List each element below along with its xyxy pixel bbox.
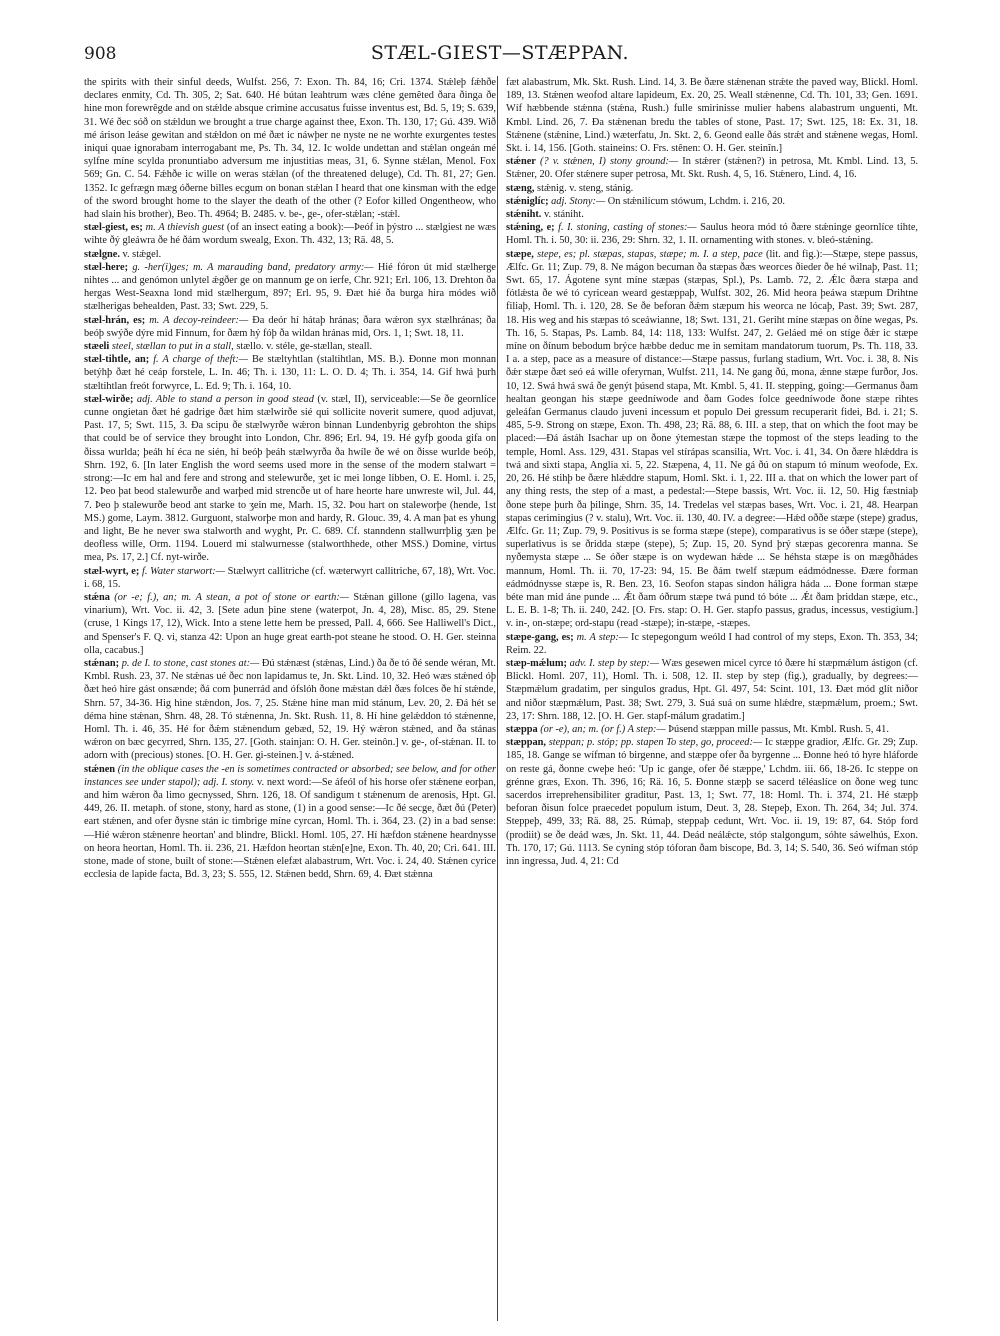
dictionary-entry (84, 248, 496, 261)
entry-headword: stæl-wirðe; (84, 393, 134, 405)
dictionary-entry (506, 195, 918, 208)
entry-text: (v. stæl, II), serviceable:—Se ðe geornlíce cunne ongietan ðæt hé gadrige ðæt him stælwirðe sié qui sollicite noverit sumere, quod adjuvat, Past. 17, 5; Swt. 115, 3. Ða scipu ðe stælwyrðe wǽron binnan Lundenbyrig gebrohton the ships that could be of service they brought into London, Chr. 896; Erl. 94, 19. Hé gyfþ gooda gifa on ðissa wurlda; þeáh hí éca ne sién, hí beóþ þeáh stælwyrða ða hwíle ðe wé on ðisse wurlde beóþ, Shrn. 192, 6. [In later English the word seems used more in the sense of the modern stalwart = strong:—Ic em hal and fere and strong and stelewurðe, ʒet ic mei longe libben, O. E. Homl. i. 25, 12. Þeo þat beod stalewurðe and warþed mid strencðe ut of hare heorte hare unwreste wil, Jul. 44, 7. Þeo þ stalewurðe beod ant starke to ʒein me, Marh. 15, 32. Þou hart on staleworþe (hende, 1st MS.) gome, Laym. 3812. Gurguont, stalworþe mon and hardy, R. Glouc. 39, 4. A man þat es yhung and light, Be he never swa stalworth and wyght, Pr. C. 689. Cf. stanndenn stallwurrþlig ʒæn þe deofless wille, Orm. 1194. Louerd mi stalwurnesse (stalworthhede, other MSS.) Domine, virtus mea, Ps. 17, 2.] Cf. nyt-wirðe. (84, 393, 496, 564)
entry-headword: stæl-wyrt, e; (84, 565, 140, 577)
entry-gloss: f. A charge of theft:— (153, 354, 248, 366)
page-number: 908 (84, 44, 117, 64)
entry-headword: stæppan, (506, 737, 546, 749)
entry-headword: stæl-hrán, es; (84, 314, 146, 326)
entry-text: In stǽrer (stǽnen?) in petrosa, Mt. Kmbl. Lind. 13, 5. Stǽner, 20. Ofer stǽnere super petrosa, Mt. Skt. Rush. 4, 5, 16. Stǽnero, Lind. 4, 16. (506, 156, 918, 181)
entry-gloss: stepe, es; pl. stæpas, stapas, stæpe; m. I. a step, pace (537, 248, 763, 260)
dictionary-entry (506, 155, 918, 181)
dictionary-entry (84, 591, 496, 657)
entry-text: On stǽnilícum stówum, Lchdm. i. 216, 20. (607, 195, 786, 207)
entry-text: Ic stæppe gradior, Ælfc. Gr. 29; Zup. 185, 18. Gange se wífman tó birgenne, and stæppe ofer ða byrgenne ... Ðonne heó tó hyre hláforde on reste gá, ðonne cweþe heó: 'Up ic gange, ofer ðé stæppe,' Lchdm. iii. 66, 18-26. Ic steppe on grénne græs, Exon. Th. 396, 16; Rä. 16, 5. Ðonne stæpþ se sacerd téléaslíce on ðone weg tunc sacerdos irreprehensibiliter graditur, Past. 13, 1; Swt. 77, 18: Homl. Th. i. 374, 21. Hé stæpþ beforan ðisun folce praecedet populum istum, Deut. 3, 28. Stepeþ, Exon. Th. 264, 34; Jul. 374. Steppeþ, 499, 33; Rä. 88, 25. Rúmaþ, steppaþ cedunt, Wrt. Voc. ii. 19, 19: 87, 64. Stóp ford (prodiit) se ðe deád wæs, Jn. Skt. 11, 44. Deád neálǽcte, stóp stalgongum, sóhte sáwelhús, Exon. Th. 170, 17; Gú. 1113. Se cyning stóp tóforan ðam biscope, Bd. 3, 14; S. 540, 36. Seó wífman stóp inn ingressa, Jud. 4, 21: Cd (506, 737, 918, 867)
entry-headword: stæl-here; (84, 261, 129, 273)
right-column (506, 76, 918, 1316)
entry-gloss: f. I. stoning, casting of stones:— (558, 222, 697, 234)
dictionary-entry (506, 657, 918, 723)
entry-gloss: adv. I. step by step:— (569, 657, 660, 669)
entry-headword: stæp-mǽlum; (506, 657, 567, 669)
entry-text: v. next word:—Se áfeól of his horse ofer stǽnene eorþan, and him wǽron ða limo gecnyssed, Shrn. 126, 18. Of sandigum t stǽnenum de arenosis, Hpt. Gl. 449, 26. II. metaph. of stone, stony, hard as stone, (1) in a good sense:—Ic ðé secge, ðæt ðú (Peter) eart stǽnen, and ofer ðysne stán ic timbrige míne cyrcan, Homl. Th. i. 364, 23. (2) in a bad sense:—Hié wǽron stǽnenre heortan' and blindre, Blickl. Homl. 105, 27. Hí hæfdon stǽnene heardnysse on heora heortan, Homl. Th. ii. 236, 21. Hæfdon heortan stǽn[e]ne, Exon. Th. 40, 20; Cri. 641. III. stone, made of stone, built of stone:—Stǽnen elefæt alabastrum, Wrt. Voc. i. 24, 40. Stǽnen cyrice ecclesia de lapide facta, Bd. 3, 23; S. 555, 12. Stǽnen bedd, Shrn. 69, 4. Ðæt stǽnna (84, 776, 496, 881)
entry-gloss: steel, stællan to put in a stall, (111, 341, 234, 353)
dictionary-entry (84, 763, 496, 882)
entry-text: stællo. v. stéle, ge-stællan, steall. (236, 341, 373, 353)
entry-headword: stǽniglíc; (506, 195, 549, 207)
entry-gloss: m. A thievish guest (145, 222, 225, 234)
entry-headword: stǽnan; (84, 657, 120, 669)
entry-gloss: g. -her(i)ges; m. A marauding band, predatory army:— (132, 261, 374, 273)
entry-text: (of an insect eating a book):—Þeóf in þýstro ... stælgiest ne wæs wihte ðý gleáwra ðe hé ðám wordum swealg, Exon. Th. 432, 13; Rä. 48, 5. (84, 222, 496, 247)
entry-text: Saulus heora mód tó ðære stǽninge geornlíce tihte, Homl. Th. i. 50, 30: ii. 236, 29: Shrn. 32, 1. II. ornamenting with stones. v. bleó-stǽning. (506, 222, 918, 247)
entry-headword: stæpe-gang, es; (506, 631, 574, 643)
entry-gloss: (or -e; f.), an; m. A stean, a pot of stone or earth:— (114, 591, 349, 603)
entry-headword: stǽnen (84, 763, 116, 775)
entry-headword: stæpe, (506, 248, 534, 260)
entry-gloss: (or -e), an; m. (or f.) A step:— (540, 723, 666, 735)
dictionary-entry (84, 340, 496, 353)
entry-headword: stæppa (506, 723, 538, 735)
entry-text: Ic stepegongum weóld I had control of my steps, Exon. Th. 353, 34; Reim. 22. (506, 631, 918, 656)
dictionary-entry (506, 723, 918, 736)
entry-text: Hié fóron út mid stælherge nihtes ... and genómon unlytel ǽgðer ge on mannum ge on ierfe, Chr. 921; Erl. 106, 13. Drehton ða hergas West-Seaxna lond mid stælhergum, 897; Erl. 95, 9. Ðæt hié ða burga hira módes wið stælherigas behealden, Past. 33; Swt. 229, 5. (84, 261, 496, 313)
dictionary-entry (506, 221, 918, 247)
entry-headword: stǽniht. (506, 209, 542, 221)
column-rule (497, 76, 498, 1321)
entry-text: v. stániht. (543, 209, 584, 221)
entry-gloss: adj. Able to stand a person in good stead (136, 393, 314, 405)
entry-text: (lit. and fig.):—Stæpe, stepe passus, Ælfc. Gr. 11; Zup. 79, 8. Ne mágon becuman ða stæpas ðæs weorces ðieder ðe hé wilnaþ, Past. 11; Swt. 65, 17. Ágotene synt míne stæpas (stæpas, Spl.), Ps. Lamb. 72, 2. Ǽlc ðæra stæpa and fótlǽsta ðe wé tó cyricean weard gestæppaþ, Wulfst. 302, 26. Mid heora þeáwa stæpum Drihtne filiaþ, Homl. Th. i. 120, 28. Se ðe beforan ðǽm stæpum his weorca ne lócaþ, Past. 39; Swt. 287, 18. His weg and his stæpas tó sceáwianne, 18; Swt. 131, 21. Geriht míne stæpas on ðíne wegas, Ps. Th. 16, 5. Stapas, Ps. Lamb. 84, 14: 118, 133: Wulfst. 247, 2. Geláed mé on stíge ðǽr ic stæpe míne on ðínum bebodum brýce hæbbe deduc me in semitam mandatorum tuorum, Ps. Th. 118, 33. I a. a step, pace as a measure of distance:—Stæpe passus, furlang stadium, Wrt. Voc. i. 38, 8. Nis ðǽr stæpe ðæt seó eá wille oferyrnan, Wulfst. 211, 14. Ne gang ðú, mona, ǽnne stæpe furðor, Jos. 10, 12. Swá hwá swá ðe genýt þúsend stapa, Mt. Kmbl. 5, 41. II. stepping, going:—Germanus ðam healtan geongan his stæpe geedníwode and ðam Godes folce geedníwode ðone stæpe rihtes geleáfan Germanus claudo juveni incessum et populo Dei gressum recuperarit fidei, Bd. i. 21; S. 485, 5-9. Strong on stæpe, Exon. Th. 498, 23; Rä. 88, 6. III. a step, that on which the foot may be placed:—Ðá ástáh Isachar up on ðone ýtemestan stæpe the topmost of the steps leading to the temple, Homl. Ass. 129, 431. Stapas vel stírápas scansilia, Wrt. Voc. i. 41, 34. On ðære hlǽddra is twá and sixti stapa, Anglia xi. 5, 22. Stæpena, 4, 11. Ne gá ðú on stapum tó mínum weofode, Ex. 20, 26. Hé stihþ be ðære hlǽddre stapum, Homl. Skt. i. 1, 22. III a. that on which the lower part of any thing rests, the step of a mast, a pedestal:—Stepe bassis, Wrt. Voc. ii. 12, 50. Hig fæstniaþ ðone stepe þurh ða þilinge, Shrn. 35, 14. Tredelas vel stæpas bases, Wrt. Voc. i. 21, 48. Hearpan stapas cerimingius (? v. stalu), Wrt. Voc. ii. 130, 40. IV. a degree:—Hǽd oððe stæpe (stepe) gradus, Ælfc. Gr. 11; Zup. 79, 9. Positivus is se forma stæpe (stepe), comparativus is se óðer stæpe (stepe), superlativus is se ðridda stæpe (stepe), 5; Zup. 15, 20. Synd þrý stæpas gecorenra manna. Se nyðemysta stæpe ... Se óðer stæpe is on wydewan hǽde ... Se héhsta stæpe is on mægðhádes mannum, Homl. Th. ii. 70, 17-23: 94, 15. Be ðám twelf stæpum eádmódnesse. Ðære forman eádmódnysse stæpe is, R. Ben. 23, 16. Seofon stapas sindon háligra háda ... Ðone forman stæpe béte man mid áne punde ... Ǽt ðam óðrum stæpe twá pund tó bóte ... Ǽt ðam þriddan stæpe, etc., L. E. B. 1-8; Th. ii. 240, 242. [O. Frs. stap: O. H. Ger. stapfo passus, gradus, incessus, vestigium.] v. in-, on-stæpe; ord-stapu (read -stæpe); in-stæpe, -stæpes. (506, 248, 918, 630)
entry-headword: stæl-tihtle, an; (84, 354, 150, 366)
entry-gloss: (in the oblique cases the -en is sometimes contracted or absorbed; see below, and for other instances see under stapol); adj. I. stony. (84, 763, 496, 788)
dictionary-entry (84, 657, 496, 763)
entry-text: Ðú stǽnæst (stǽnas, Lind.) ða ðe tó ðé sende wéran, Mt. Kmbl. Rush. 23, 37. Ne stǽnas ué ðec non lapidamus te, Jn. Skt. Lind. 10, 32. Heó wæs stǽned óþ ðæt heó hire gást onsænde; ðá com þunerrád and ófslóh ðone mǽstan dǽl ðæs folces ðe hí stǽnde, Shrn. 57, 34-36. Hig hine stǽndon, Jos. 7, 25. Stǽne hine man mid stánum, Lev. 20, 2. Ðá hét se déma hine stǽnan, Shrn. 48, 28. Tó stǽnenna, Jn. Skt. Rush. 11, 8. Hí hine gelǽddon tó stǽnenne, Homl. Th. i. 46, 35. Hé for ðǽm stǽnendum gebæd, 52, 19. Hý wǽron stǽned, and ða stánas wǽron on bæc gecyrred, Shrn. 135, 27. [Goth. stainjan: O. H. Ger. steinôn.] v. ge-, of-stǽnan. II. to adorn with (precious) stones. [O. H. Ger. gi-steinen.] v. á-stǽned. (84, 657, 496, 762)
dictionary-entry (84, 353, 496, 393)
entry-text: Ða deór hí hátaþ hránas; ðara wǽron syx stælhránas; ða beóþ swýðe dýre mid Finnum, for ðæm hý fóþ ða wildan hránas mid, Ors. 1, 1; Swt. 18, 11. (84, 314, 496, 339)
entry-text: Stǽnan gillone (gillo lagena, vas vinarium), Wrt. Voc. ii. 42, 3. [Sete adun þine stene (waterpot, Jn. 4, 28), Misc. 85, 29. Stene (cruse, 1 Kings 17, 12), Wick. Into a stene lette hem be pressed, Pall. 4, 666. See Halliwell's Dict., and Spenser's F. Q. vi, stanza 42: Upon an huge great earth-pot steane he stood. O. H. Ger. steinna olla, cacabus.] (84, 591, 496, 656)
entry-gloss: m. A step:— (576, 631, 628, 643)
dictionary-entry (506, 208, 918, 221)
page-header (84, 42, 916, 68)
left-column (84, 76, 496, 1316)
dictionary-entry (84, 76, 496, 221)
dictionary-entry (506, 76, 918, 155)
entry-headword: stælgne. (84, 248, 120, 260)
entry-gloss: p. de I. to stone, cast stones at:— (121, 657, 260, 669)
dictionary-entry (84, 565, 496, 591)
entry-gloss: (? v. stǽnen, I) stony ground:— (540, 156, 679, 168)
dictionary-entry (506, 631, 918, 657)
dictionary-entry (84, 221, 496, 247)
dictionary-entry (84, 261, 496, 314)
dictionary-entry (506, 182, 918, 195)
entry-text: v. stǽgel. (122, 248, 162, 260)
entry-gloss: m. A decoy-reindeer:— (149, 314, 249, 326)
entry-headword: stæng, (506, 182, 535, 194)
entry-text: Stælwyrt callitriche (cf. wæterwyrt callitriche, 67, 18), Wrt. Voc. i. 68, 15. (84, 565, 496, 590)
running-title: STÆL-GIEST—STÆPPAN. (370, 42, 630, 64)
entry-headword: stǽner (506, 156, 536, 168)
entry-text: Wæs gesewen micel cyrce tó ðære hí stæpmǽlum ástigon (cf. Blickl. Homl. 207, 11), Homl. Th. i. 508, 12. II. step by step (fig.), gradually, by degrees:—Stæpmǽlum gradatim, per singulos gradus, Hpt. Gl. 497, 54: Scint. 101, 13. Ðæt mód glít niðor and niðor stæpmǽlum, Past. 38; Swt. 279, 3. Suá suá on sume hlǽdre, stæpmǽlum, proem.; Swt. 23, 17: Shrn. 188, 12. [O. H. Ger. stapf-málum gradatim.] (506, 657, 918, 722)
entry-headword: stǽna (84, 591, 110, 603)
entry-gloss: steppan; p. stóp; pp. stapen To step, go, proceed:— (548, 737, 763, 749)
entry-text: fæt alabastrum, Mk. Skt. Rush. Lind. 14, 3. Be ðære stǽnenan strǽte the paved way, Blickl. Homl. 189, 13. Stǽnen weofod altare lapideum, Ex. 20, 25. Weall stǽnenne, Cd. Th. 101, 33; Gen. 1691. Wíf hæbbende stǽnna (stǽna, Rush.) fulle smirinisse mulier habens alabastrum unguenti, Mt. Kmbl. Lind. 26, 7. Ða stǽnenan bredu the tables of stone, Past. 17; Swt. 125, 18: Ex. 31, 18. Stǽnene (stǽnine, Lind.) wæterfatu, Jn. Skt. 2, 6. Geond ealle ðás strǽt and stǽnene wegas, Homl. Skt. i. 14, 156. [Goth. staineins: O. Frs. stênen: O. H. Ger. steinîn.] (506, 77, 918, 155)
entry-gloss: adj. Stony:— (551, 195, 606, 207)
dictionary-entry (506, 248, 918, 631)
dictionary-entry (84, 393, 496, 565)
entry-text: the spirits with their sinful deeds, Wulfst. 256, 7: Exon. Th. 84, 16; Cri. 1374. Stǽleþ fǽhðe declares enmity, Cd. Th. 305, 2; Sat. 640. Hé bútan leahtrum wæs cléne gemêted ðara ðinga ðe hine mon forewrêgde and on stǽlde absque crimine accusatus fuisse inventus est, Bd. 5, 19; S. 639, 31. Wé ðec sóð on stǽldun we brought a true charge against thee, Exon. Th. 130, 17; Gú. 439. Wið mé árison leáse gewitan and stǽldon on mé ðæt ic náwþer ne nyste ne ne worhte exurgentes testes iniqui quae ignorabam interrogabant me, Ps. Th. 34, 12. Ic wolde undettan and stǽlan ongeán mé sylfne míne scylda pronuntiabo adversum me injustitias meas, 31, 6. Synne stǽlan, Menol. Fox 569; Gn. C. 54. Fǽhðe ic wille on weras stǽlan (of the threatened deluge), Cd. Th. 81, 27; Gen. 1352. Ic gefrægn mæg óðerne billes ecgum on bonan stǽlan I heard that one kinsman with the edge of the sword brought home to the slayer the death of the other (? Eofor killed Ongentheow, who had slain his brother), Beo. Th. 4964; B. 2485. v. be-, ge-, ofer-stǽlan; -stǽl. (84, 77, 496, 221)
entry-text: Þúsend stæppan mille passus, Mt. Kmbl. Rush. 5, 41. (668, 723, 889, 735)
dictionary-entry (84, 314, 496, 340)
entry-headword: stæl-giest, es; (84, 222, 143, 234)
entry-gloss: f. Water starwort:— (142, 565, 225, 577)
dictionary-entry (506, 736, 918, 868)
entry-headword: stǽning, e; (506, 222, 555, 234)
entry-text: Be stæltyhtlan (staltihtlan, MS. B.). Ðonne mon monnan betýhþ ðæt hé ceáp forstele, L. In. 46; Th. i. 130, 11: L. O. D. 4; Th. i. 354, 14. Gif hwá þurh stæltihtlan freót forwyrce, L. Ed. 9; Th. i. 164, 10. (84, 354, 496, 392)
entry-headword: stæeli (84, 341, 110, 353)
entry-text: stǽnig. v. steng, stánig. (537, 182, 634, 194)
